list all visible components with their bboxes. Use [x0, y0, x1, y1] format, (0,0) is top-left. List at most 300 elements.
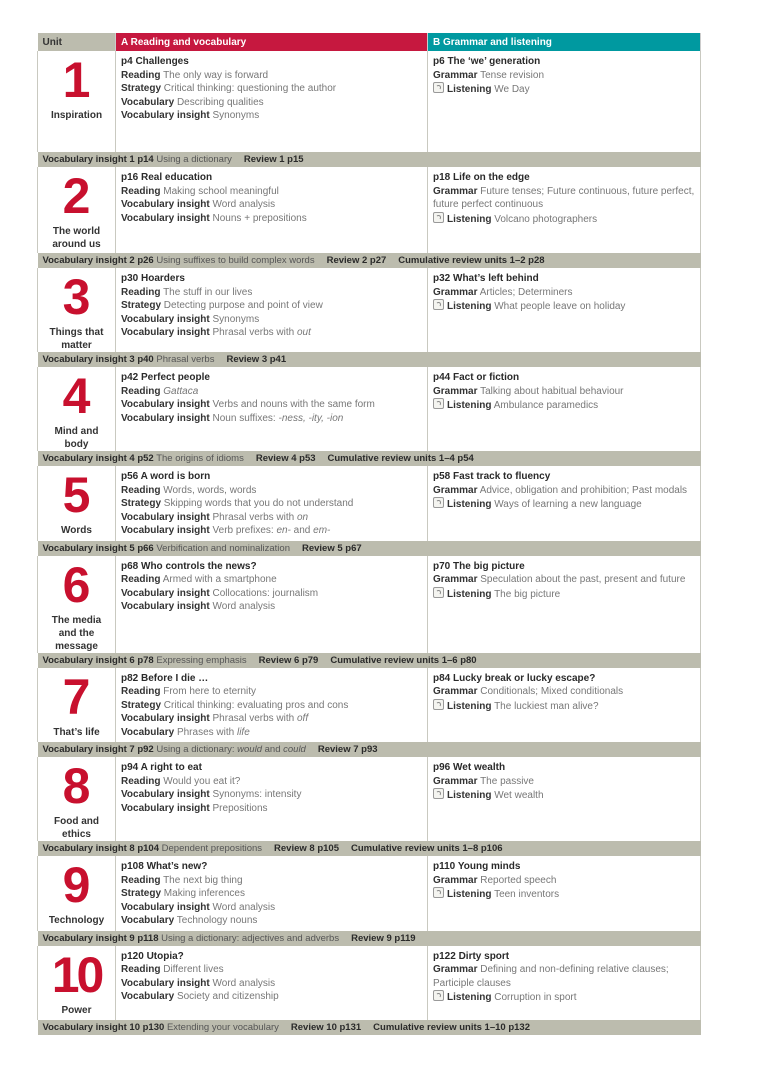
content-line	[121, 699, 422, 713]
content-line	[121, 511, 422, 525]
reading-cell	[116, 757, 428, 841]
content-line	[121, 775, 422, 789]
summary-cell	[38, 841, 701, 856]
summary-text: Using suffixes to build complex words	[156, 255, 315, 266]
content-line	[433, 699, 695, 714]
line-label: Grammar	[433, 185, 478, 197]
line-label: Vocabulary insight	[121, 713, 210, 724]
content-line	[433, 874, 695, 888]
line-text: Teen inventors	[494, 889, 560, 900]
content-line	[121, 69, 422, 83]
unit-name: Mind and body	[54, 426, 99, 450]
lesson-title: p42 Perfect people	[121, 372, 210, 383]
content-line	[433, 573, 695, 587]
summary-cell	[38, 653, 701, 668]
grammar-cell	[428, 51, 701, 152]
unit-row-1	[38, 51, 701, 152]
unit-number: 1	[62, 52, 91, 108]
line-label: Vocabulary	[121, 726, 175, 738]
content-line	[121, 96, 422, 110]
line-label: Reading	[121, 574, 161, 585]
unit-cell	[38, 268, 116, 352]
summary-label: Review 1 p15	[243, 154, 304, 165]
unit-row-9	[38, 856, 701, 931]
line-label: Strategy	[121, 498, 162, 509]
unit-number: 9	[62, 857, 91, 913]
unit-cell	[38, 946, 116, 1020]
reading-cell	[116, 856, 428, 931]
content-line	[121, 385, 422, 399]
content-line	[121, 497, 422, 511]
line-text: Society and citizenship	[176, 991, 279, 1002]
summary-cell	[38, 541, 701, 556]
summary-row-2	[38, 253, 701, 268]
content-line	[121, 874, 422, 888]
unit-row-4	[38, 367, 701, 451]
summary-label: Cumulative review units 1–8 p106	[350, 843, 503, 854]
line-text: Making inferences	[163, 888, 245, 899]
line-text: Defining and non-defining relative clauses;	[480, 964, 669, 975]
line-label: Reading	[121, 874, 161, 886]
unit-cell	[38, 367, 116, 451]
summary-label: Vocabulary insight 8 p104	[42, 843, 160, 854]
grammar-cell	[428, 856, 701, 931]
line-label: Grammar	[433, 69, 478, 81]
unit-number: 5	[62, 467, 91, 523]
summary-text: The origins of idioms	[156, 453, 244, 464]
grammar-cell	[428, 668, 701, 743]
line-label: Vocabulary insight	[121, 110, 210, 121]
summary-label: Cumulative review units 1–2 p28	[398, 255, 545, 266]
line-text: Articles; Determiners	[479, 286, 573, 298]
unit-name: The world around us	[52, 226, 101, 250]
line-text: Noun suffixes: -ness, -ity, -ion	[212, 412, 344, 424]
content-line	[121, 299, 422, 313]
summary-row-9	[38, 931, 701, 946]
reading-cell	[116, 167, 428, 253]
line-label: Grammar	[433, 775, 478, 787]
audio-icon	[433, 497, 444, 508]
lesson-title: p4 Challenges	[121, 56, 189, 67]
content-line	[121, 726, 422, 740]
summary-label: Review 2 p27	[326, 255, 387, 266]
grammar-cell	[428, 556, 701, 653]
summary-label: Vocabulary insight 2 p26	[42, 255, 154, 266]
content-line	[121, 587, 422, 601]
reading-cell	[116, 668, 428, 743]
line-text: Critical thinking: evaluating pros and cons	[163, 699, 349, 711]
content-line	[433, 775, 695, 789]
content-line	[433, 212, 695, 227]
line-label: Vocabulary insight	[121, 901, 210, 913]
unit-row-5	[38, 466, 701, 541]
content-line	[433, 685, 695, 699]
line-text: Describing qualities	[176, 96, 264, 108]
content-line	[433, 82, 695, 97]
summary-label: Cumulative review units 1–4 p54	[327, 453, 474, 464]
summary-text: Verbification and nominalization	[156, 542, 290, 554]
unit-name: Inspiration	[50, 110, 103, 121]
content-line	[121, 990, 422, 1004]
line-text: Technology nouns	[176, 915, 258, 926]
line-text: Word analysis	[212, 601, 276, 612]
line-text: Word analysis	[212, 901, 276, 913]
audio-icon	[433, 887, 444, 898]
lesson-title: p58 Fast track to fluency	[433, 471, 551, 482]
summary-cell	[38, 742, 701, 757]
unit-column-header: Unit	[38, 33, 116, 51]
content-line	[433, 963, 695, 977]
line-text: Collocations: journalism	[212, 587, 319, 599]
line-label: Vocabulary insight	[121, 399, 210, 410]
line-text: Would you eat it?	[163, 775, 241, 787]
summary-cell	[38, 1020, 701, 1035]
unit-row-3	[38, 268, 701, 352]
content-line	[433, 286, 695, 300]
line-label: Listening	[447, 588, 492, 600]
line-text: Participle clauses	[433, 977, 511, 989]
summary-text: Expressing emphasis	[156, 654, 247, 666]
summary-label: Vocabulary insight 4 p52	[42, 453, 154, 464]
reading-cell	[116, 268, 428, 352]
content-line	[121, 600, 422, 614]
lesson-title: p18 Life on the edge	[433, 172, 530, 183]
grammar-cell	[428, 946, 701, 1020]
line-label: Vocabulary insight	[121, 212, 210, 224]
unit-number: 4	[62, 368, 91, 424]
content-line	[121, 212, 422, 226]
unit-name: The media and the message	[51, 614, 102, 652]
line-label: Strategy	[121, 300, 162, 311]
summary-label: Vocabulary insight 6 p78	[42, 654, 154, 666]
line-text: The only way is forward	[163, 69, 269, 81]
content-line	[433, 497, 695, 512]
content-line	[433, 990, 695, 1005]
line-text: Verb prefixes: en- and em-	[212, 525, 331, 536]
unit-row-2	[38, 167, 701, 253]
lesson-title: p84 Lucky break or lucky escape?	[433, 672, 596, 684]
line-label: Grammar	[433, 686, 478, 697]
line-text: Corruption in sport	[494, 992, 577, 1003]
unit-cell	[38, 167, 116, 253]
lesson-title: p6 The ‘we’ generation	[433, 56, 541, 67]
summary-label: Vocabulary insight 9 p118	[42, 932, 159, 944]
line-text: Synonyms	[212, 110, 260, 121]
content-line	[433, 185, 695, 199]
summary-label: Review 3 p41	[226, 354, 287, 365]
line-text: Synonyms: intensity	[212, 789, 302, 800]
unit-name: Things that matter	[49, 327, 104, 351]
lesson-title: p122 Dirty sport	[433, 950, 510, 962]
line-text: Tense revision	[480, 69, 544, 81]
grammar-cell	[428, 268, 701, 352]
line-text: Words, words, words	[163, 484, 257, 496]
line-text: Making school meaningful	[163, 185, 279, 197]
line-label: Vocabulary insight	[121, 601, 210, 612]
line-label: Listening	[447, 400, 492, 411]
line-label: Vocabulary insight	[121, 327, 210, 338]
line-text: Wet wealth	[494, 790, 544, 801]
audio-icon	[433, 299, 444, 310]
summary-label: Review 8 p105	[274, 843, 339, 854]
lesson-title: p44 Fact or fiction	[433, 372, 520, 383]
line-text: Ways of learning a new language	[494, 499, 642, 510]
content-line	[121, 313, 422, 327]
summary-cell	[38, 352, 701, 367]
line-label: Vocabulary	[121, 991, 175, 1002]
line-label: Listening	[447, 992, 492, 1003]
audio-icon	[433, 990, 444, 1001]
content-line	[121, 286, 422, 300]
grammar-cell	[428, 167, 701, 253]
line-label: Reading	[121, 286, 161, 298]
grammar-column-header: B Grammar and listening	[428, 33, 701, 51]
summary-row-4	[38, 451, 701, 466]
content-line	[433, 587, 695, 602]
line-text: Armed with a smartphone	[162, 574, 277, 585]
content-line	[121, 963, 422, 977]
line-label: Strategy	[121, 888, 162, 899]
unit-number: 7	[62, 668, 91, 725]
content-line	[433, 788, 695, 803]
line-text: Future tenses; Future continuous, future perfect,	[480, 185, 695, 197]
summary-cell	[38, 152, 701, 167]
unit-cell	[38, 668, 116, 743]
audio-icon	[433, 699, 444, 710]
content-line	[433, 484, 695, 498]
content-line	[433, 887, 695, 902]
line-text: Synonyms	[212, 313, 260, 325]
lesson-title: p16 Real education	[121, 172, 213, 183]
lesson-title: p120 Utopia?	[121, 950, 184, 962]
content-line	[121, 326, 422, 340]
unit-name: That’s life	[53, 726, 100, 738]
content-line	[433, 198, 695, 212]
audio-icon	[433, 212, 444, 223]
content-line	[121, 573, 422, 587]
line-text: What people leave on holiday	[494, 301, 626, 312]
line-text: The big picture	[494, 588, 561, 600]
line-label: Vocabulary insight	[121, 977, 210, 989]
content-line	[121, 198, 422, 212]
content-line	[121, 109, 422, 123]
lesson-title: p56 A word is born	[121, 471, 211, 482]
content-line	[121, 914, 422, 928]
summary-text: Phrasal verbs	[156, 354, 215, 365]
line-label: Strategy	[121, 699, 162, 711]
line-text: Phrasal verbs with off	[212, 713, 309, 724]
line-text: Talking about habitual behaviour	[480, 385, 624, 397]
line-label: Vocabulary insight	[121, 587, 210, 599]
line-label: Vocabulary insight	[121, 313, 210, 325]
unit-cell	[38, 757, 116, 841]
summary-row-8	[38, 841, 701, 856]
line-text: Gattaca	[163, 385, 199, 397]
line-text: Phrasal verbs with out	[212, 327, 311, 338]
line-text: The next big thing	[163, 874, 243, 886]
reading-cell	[116, 556, 428, 653]
summary-label: Vocabulary insight 1 p14	[42, 154, 154, 165]
content-line	[433, 977, 695, 991]
line-label: Vocabulary insight	[121, 511, 210, 523]
content-line	[121, 712, 422, 726]
line-label: Grammar	[433, 286, 478, 298]
summary-row-10	[38, 1020, 701, 1035]
content-line	[121, 398, 422, 412]
summary-label: Review 6 p79	[258, 654, 319, 666]
line-label: Vocabulary	[121, 96, 175, 108]
content-line	[121, 484, 422, 498]
unit-number: 8	[62, 758, 91, 814]
line-label: Listening	[447, 700, 492, 712]
summary-text: Using a dictionary: would and could	[156, 744, 306, 755]
contents-table	[37, 33, 701, 1035]
unit-name: Technology	[48, 915, 105, 926]
line-text: Verbs and nouns with the same form	[212, 399, 375, 410]
content-line	[121, 412, 422, 426]
line-text: Word analysis	[212, 977, 276, 989]
summary-label: Review 9 p119	[351, 932, 416, 944]
summary-label: Review 5 p67	[301, 542, 362, 554]
unit-row-8	[38, 757, 701, 841]
summary-cell	[38, 253, 701, 268]
line-text: Speculation about the past, present and future	[480, 574, 686, 585]
line-label: Listening	[447, 790, 492, 801]
unit-number: 3	[62, 269, 91, 325]
line-text: Reported speech	[480, 874, 557, 886]
summary-label: Vocabulary insight 7 p92	[42, 744, 154, 755]
line-text: Detecting purpose and point of view	[163, 300, 323, 311]
line-label: Grammar	[433, 484, 478, 496]
line-text: Advice, obligation and prohibition; Past modals	[479, 484, 688, 496]
line-label: Vocabulary	[121, 915, 175, 926]
line-text: Conditionals; Mixed conditionals	[480, 686, 624, 697]
line-text: Prepositions	[212, 802, 268, 814]
summary-label: Cumulative review units 1–10 p132	[373, 1021, 530, 1033]
line-label: Listening	[447, 889, 492, 900]
line-text: Nouns + prepositions	[212, 212, 307, 224]
content-line	[121, 185, 422, 199]
summary-text: Using a dictionary	[156, 154, 232, 165]
unit-cell	[38, 51, 116, 152]
line-label: Vocabulary insight	[121, 199, 210, 210]
summary-label: Vocabulary insight 3 p40	[42, 354, 154, 365]
summary-row-6	[38, 653, 701, 668]
line-text: Phrasal verbs with on	[212, 511, 309, 523]
unit-row-6	[38, 556, 701, 653]
reading-cell	[116, 466, 428, 541]
lesson-title: p30 Hoarders	[121, 273, 185, 284]
unit-cell	[38, 556, 116, 653]
content-line	[121, 977, 422, 991]
audio-icon	[433, 398, 444, 409]
line-text: Skipping words that you do not understand	[163, 498, 354, 509]
unit-cell	[38, 466, 116, 541]
content-line	[121, 788, 422, 802]
line-label: Strategy	[121, 83, 162, 94]
line-label: Reading	[121, 686, 161, 697]
line-label: Reading	[121, 385, 161, 397]
line-text: Ambulance paramedics	[493, 400, 599, 411]
line-text: Different lives	[163, 964, 224, 975]
line-label: Grammar	[433, 574, 478, 585]
unit-name: Power	[61, 1004, 92, 1016]
header-row	[38, 33, 701, 51]
summary-text: Dependent prepositions	[161, 843, 263, 854]
line-label: Vocabulary insight	[121, 789, 210, 800]
line-label: Listening	[447, 213, 492, 225]
lesson-title: p70 The big picture	[433, 560, 525, 572]
line-text: Critical thinking: questioning the author	[163, 83, 337, 94]
content-line	[433, 398, 695, 413]
line-label: Listening	[447, 499, 492, 510]
unit-number: 2	[62, 168, 91, 224]
line-label: Reading	[121, 775, 161, 787]
unit-cell	[38, 856, 116, 931]
summary-label: Review 10 p131	[290, 1021, 362, 1033]
lesson-title: p96 Wet wealth	[433, 762, 506, 773]
line-label: Listening	[447, 84, 492, 95]
summary-row-3	[38, 352, 701, 367]
reading-cell	[116, 51, 428, 152]
summary-cell	[38, 451, 701, 466]
line-label: Reading	[121, 185, 161, 197]
line-text: From here to eternity	[163, 686, 257, 697]
summary-row-7	[38, 742, 701, 757]
unit-row-10	[38, 946, 701, 1020]
content-line	[121, 685, 422, 699]
summary-cell	[38, 931, 701, 946]
lesson-title: p82 Before I die …	[121, 672, 209, 684]
unit-number: 10	[51, 946, 102, 1003]
summary-label: Vocabulary insight 10 p130	[42, 1021, 165, 1033]
content-line	[121, 82, 422, 96]
line-label: Vocabulary insight	[121, 412, 210, 424]
lesson-title: p32 What’s left behind	[433, 273, 539, 284]
summary-label: Review 7 p93	[317, 744, 378, 755]
lesson-title: p108 What’s new?	[121, 861, 208, 872]
reading-cell	[116, 946, 428, 1020]
content-line	[433, 299, 695, 314]
summary-text: Extending your vocabulary	[166, 1021, 279, 1033]
lesson-title: p68 Who controls the news?	[121, 560, 257, 572]
grammar-cell	[428, 367, 701, 451]
lesson-title: p94 A right to eat	[121, 762, 202, 773]
reading-cell	[116, 367, 428, 451]
unit-name: Words	[61, 525, 92, 536]
line-text: The stuff in our lives	[163, 286, 253, 298]
line-label: Reading	[121, 964, 161, 975]
audio-icon	[433, 82, 444, 93]
summary-label: Vocabulary insight 5 p66	[42, 542, 154, 554]
line-text: Phrases with life	[176, 726, 250, 738]
line-label: Listening	[447, 301, 492, 312]
summary-label: Review 4 p53	[255, 453, 316, 464]
line-label: Grammar	[433, 874, 478, 886]
content-line	[121, 524, 422, 538]
summary-row-1	[38, 152, 701, 167]
line-label: Reading	[121, 484, 161, 496]
line-label: Grammar	[433, 964, 478, 975]
line-text: Word analysis	[212, 199, 276, 210]
reading-column-header: A Reading and vocabulary	[116, 33, 428, 51]
summary-text: Using a dictionary: adjectives and adverbs	[161, 932, 340, 944]
content-line	[121, 901, 422, 915]
summary-label: Cumulative review units 1–6 p80	[330, 654, 477, 666]
line-text: Volcano photographers	[494, 213, 598, 225]
line-label: Reading	[121, 69, 161, 81]
line-text: The luckiest man alive?	[494, 700, 599, 712]
